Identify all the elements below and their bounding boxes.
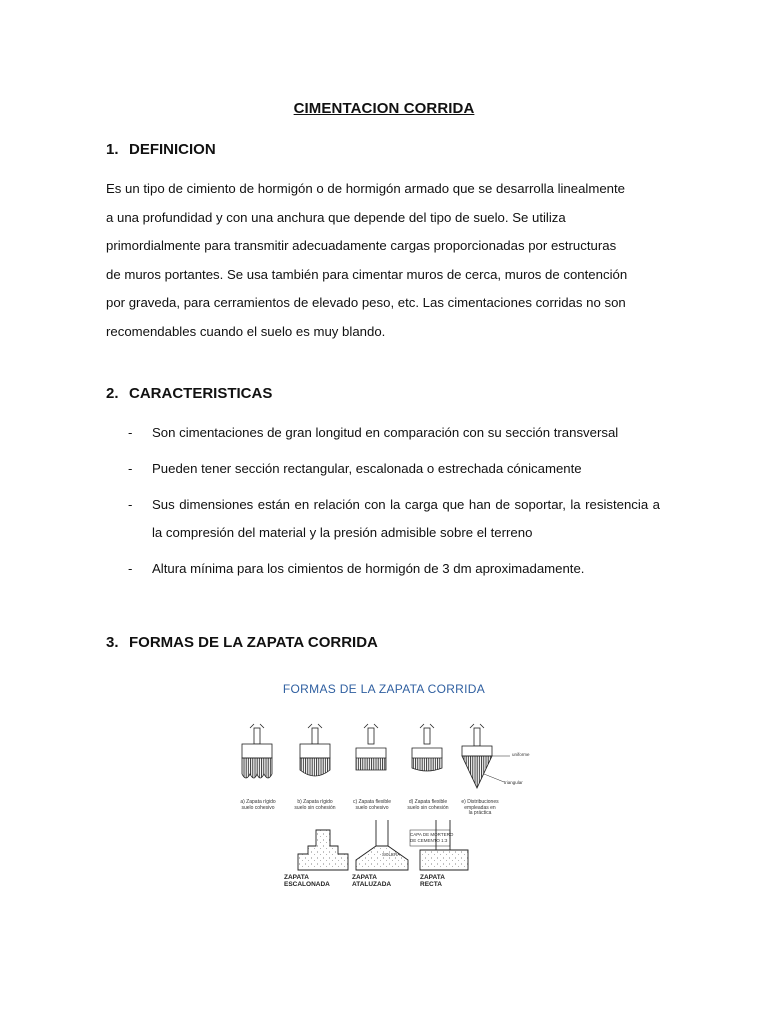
label-escalonada: ZAPATA ESCALONADA (284, 874, 330, 888)
list-item-text: Pueden tener sección rectangular, escalonada o estrechada cónicamente (152, 461, 582, 476)
paragraph-line: recomendables cuando el suelo es muy blando. (106, 323, 386, 339)
paragraph-line: primordialmente para transmitir adecuadamente cargas proporcionadas por estructuras (106, 238, 617, 254)
list-item (128, 555, 660, 583)
footing-shapes-figure (232, 670, 536, 926)
bullet-dash: - (128, 461, 133, 476)
footing-a (242, 724, 272, 778)
section-title: DEFINICION (129, 141, 216, 158)
zapata-ataluzada (356, 820, 408, 870)
paragraph-line: por graveda, para cerramientos de elevado peso, etc. Las cimentaciones corridas no son (106, 295, 626, 311)
section-heading-caracteristicas (106, 385, 272, 402)
section-title: CARACTERISTICAS (129, 385, 273, 402)
section-number: 3. (106, 634, 119, 651)
zapata-escalonada (298, 830, 348, 870)
label-recta: ZAPATA RECTA (420, 874, 445, 888)
list-item (128, 419, 660, 447)
list-item-text: Son cimentaciones de gran longitud en comparación con su sección transversal (152, 425, 619, 440)
list-item-text: Altura mínima para los cimientos de hormigón de 3 dm aproximadamente. (152, 561, 585, 576)
paragraph-line: a una profundidad y con una anchura que depende del tipo de suelo. Se utiliza (106, 209, 566, 225)
zapata-recta (410, 820, 468, 870)
bullet-dash: - (128, 497, 133, 512)
caption-c: c) Zapata flexible suelo cohesivo (352, 799, 392, 811)
figure-title: FORMAS DE LA ZAPATA CORRIDA (282, 682, 486, 696)
list-item-text: Sus dimensiones están en relación con la carga que han de soportar, la resistencia a la compresión del material y la presión admisible sobre el terreno (152, 497, 660, 540)
footing-b (300, 724, 330, 776)
caption-d: d) Zapata flexible suelo sin cohesión (407, 799, 449, 811)
caption-b: b) Zapata rígido suelo sin cohesión (294, 799, 336, 811)
annotation-uniforme: uniforme (512, 752, 530, 757)
label-ataluzada: ZAPATA ATALUZADA (352, 874, 392, 888)
definition-paragraph (106, 175, 660, 347)
list-item (128, 455, 660, 483)
bullet-dash: - (128, 561, 133, 576)
section-heading-definicion (106, 141, 216, 158)
paragraph-line: Es un tipo de cimiento de hormigón o de hormigón armado que se desarrolla linealmente (106, 181, 626, 196)
detail-label: SOLERA (382, 852, 401, 857)
bullet-dash: - (128, 425, 133, 440)
footing-e (462, 724, 510, 788)
detail-label: DE CEMENTO 1:3 (410, 838, 448, 843)
list-item (128, 491, 660, 547)
annotation-triangular: triangular (504, 780, 523, 785)
document-title: CIMENTACION CORRIDA (293, 100, 475, 117)
section-number: 2. (106, 385, 119, 402)
caption-e: e) Distribuciones empleadas en la práctica (461, 799, 499, 816)
section-number: 1. (106, 141, 119, 158)
footing-d (412, 724, 442, 771)
section-title: FORMAS DE LA ZAPATA CORRIDA (129, 634, 378, 651)
detail-label: CAPA DE MORTERO (410, 832, 454, 837)
caption-a: a) Zapata rígido suelo cohesivo (240, 799, 276, 811)
footing-c (356, 724, 386, 770)
paragraph-line: de muros portantes. Se usa también para cimentar muros de cerca, muros de contención (106, 266, 628, 282)
section-heading-formas (106, 634, 378, 651)
